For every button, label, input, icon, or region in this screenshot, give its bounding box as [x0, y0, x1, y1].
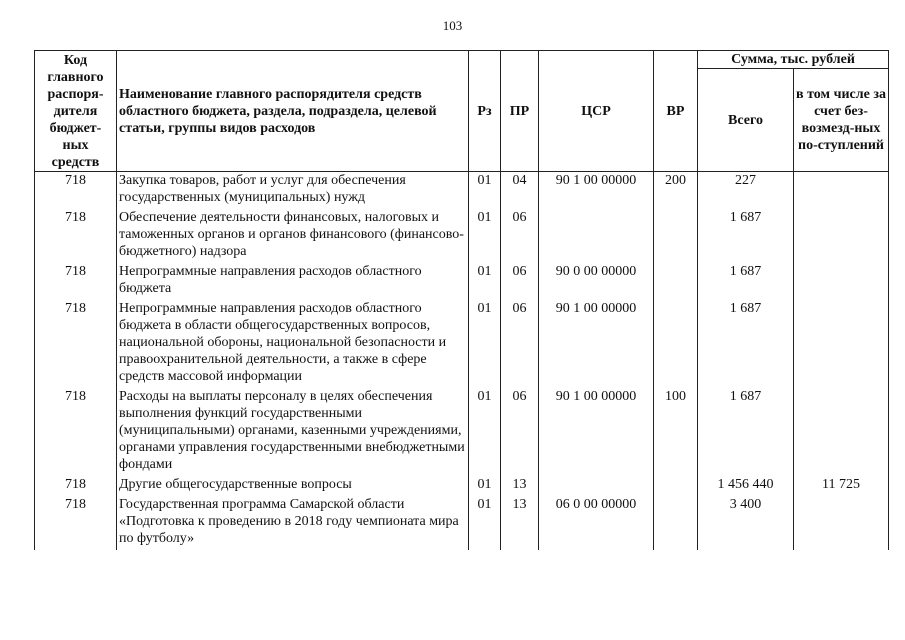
cell-rz: 01: [469, 209, 501, 263]
cell-rz: 01: [469, 496, 501, 550]
cell-total: 1 687: [698, 209, 794, 263]
table-row: [35, 300, 889, 388]
cell-pr: 04: [501, 172, 539, 210]
header-code: Код главного распоря-дителя бюджет-ных средств: [35, 51, 117, 172]
table-row: [35, 263, 889, 300]
header-sum-group: Сумма, тыс. рублей: [698, 51, 889, 69]
cell-vr: [654, 209, 698, 263]
cell-name: Другие общегосударственные вопросы: [117, 476, 469, 496]
cell-csr: 90 1 00 00000: [539, 300, 654, 388]
header-rz: Рз: [469, 51, 501, 172]
cell-code: 718: [35, 209, 117, 263]
cell-pr: 06: [501, 263, 539, 300]
table-row: [35, 496, 889, 550]
cell-total: 227: [698, 172, 794, 210]
cell-vr: [654, 263, 698, 300]
cell-pr: 06: [501, 388, 539, 476]
header-csr: ЦСР: [539, 51, 654, 172]
cell-vr: 200: [654, 172, 698, 210]
cell-code: 718: [35, 172, 117, 210]
cell-pr: 06: [501, 209, 539, 263]
cell-pr: 13: [501, 496, 539, 550]
header-name: Наименование главного распорядителя средств областного бюджета, раздела, подраздела, целевой статьи, группы видов расходов: [117, 51, 469, 172]
cell-name: Непрограммные направления расходов областного бюджета: [117, 263, 469, 300]
cell-free: [794, 300, 889, 388]
header-pr: ПР: [501, 51, 539, 172]
cell-rz: 01: [469, 476, 501, 496]
cell-rz: 01: [469, 172, 501, 210]
table-row: [35, 476, 889, 496]
cell-csr: 90 1 00 00000: [539, 388, 654, 476]
cell-free: 11 725: [794, 476, 889, 496]
cell-csr: 06 0 00 00000: [539, 496, 654, 550]
cell-free: [794, 263, 889, 300]
cell-code: 718: [35, 388, 117, 476]
cell-csr: 90 0 00 00000: [539, 263, 654, 300]
cell-free: [794, 172, 889, 210]
table-row: [35, 209, 889, 263]
cell-name: Закупка товаров, работ и услуг для обеспечения государственных (муниципальных) нужд: [117, 172, 469, 210]
cell-csr: [539, 209, 654, 263]
header-free-receipts: в том числе за счет без-возмезд-ных по-ступлений: [794, 69, 889, 172]
cell-vr: [654, 496, 698, 550]
cell-name: Обеспечение деятельности финансовых, налоговых и таможенных органов и органов финансового (финансово-бюджетного) надзора: [117, 209, 469, 263]
cell-pr: 06: [501, 300, 539, 388]
cell-free: [794, 496, 889, 550]
cell-total: 1 687: [698, 300, 794, 388]
cell-csr: 90 1 00 00000: [539, 172, 654, 210]
header-total: Всего: [698, 69, 794, 172]
cell-vr: [654, 476, 698, 496]
cell-code: 718: [35, 476, 117, 496]
cell-total: 1 687: [698, 388, 794, 476]
cell-rz: 01: [469, 388, 501, 476]
cell-rz: 01: [469, 263, 501, 300]
header-vr: ВР: [654, 51, 698, 172]
cell-csr: [539, 476, 654, 496]
cell-name: Расходы на выплаты персоналу в целях обеспечения выполнения функций государственными (муниципальными) органами, казенными учреждениями, органами управления государственными внебюджетными фондами: [117, 388, 469, 476]
table-row: [35, 172, 889, 210]
cell-total: 1 456 440: [698, 476, 794, 496]
cell-vr: [654, 300, 698, 388]
cell-vr: 100: [654, 388, 698, 476]
budget-table: [34, 50, 889, 550]
cell-total: 3 400: [698, 496, 794, 550]
cell-rz: 01: [469, 300, 501, 388]
cell-pr: 13: [501, 476, 539, 496]
cell-free: [794, 388, 889, 476]
page-number: 103: [442, 18, 463, 33]
cell-name: Непрограммные направления расходов областного бюджета в области общегосударственных вопросов, национальной обороны, национальной безопасности и правоохранительной деятельности, а также в сфере средств массовой информации: [117, 300, 469, 388]
table-row: [35, 388, 889, 476]
cell-code: 718: [35, 496, 117, 550]
cell-total: 1 687: [698, 263, 794, 300]
cell-name: Государственная программа Самарской области «Подготовка к проведению в 2018 году чемпионата мира по футболу»: [117, 496, 469, 550]
cell-code: 718: [35, 300, 117, 388]
cell-free: [794, 209, 889, 263]
cell-code: 718: [35, 263, 117, 300]
